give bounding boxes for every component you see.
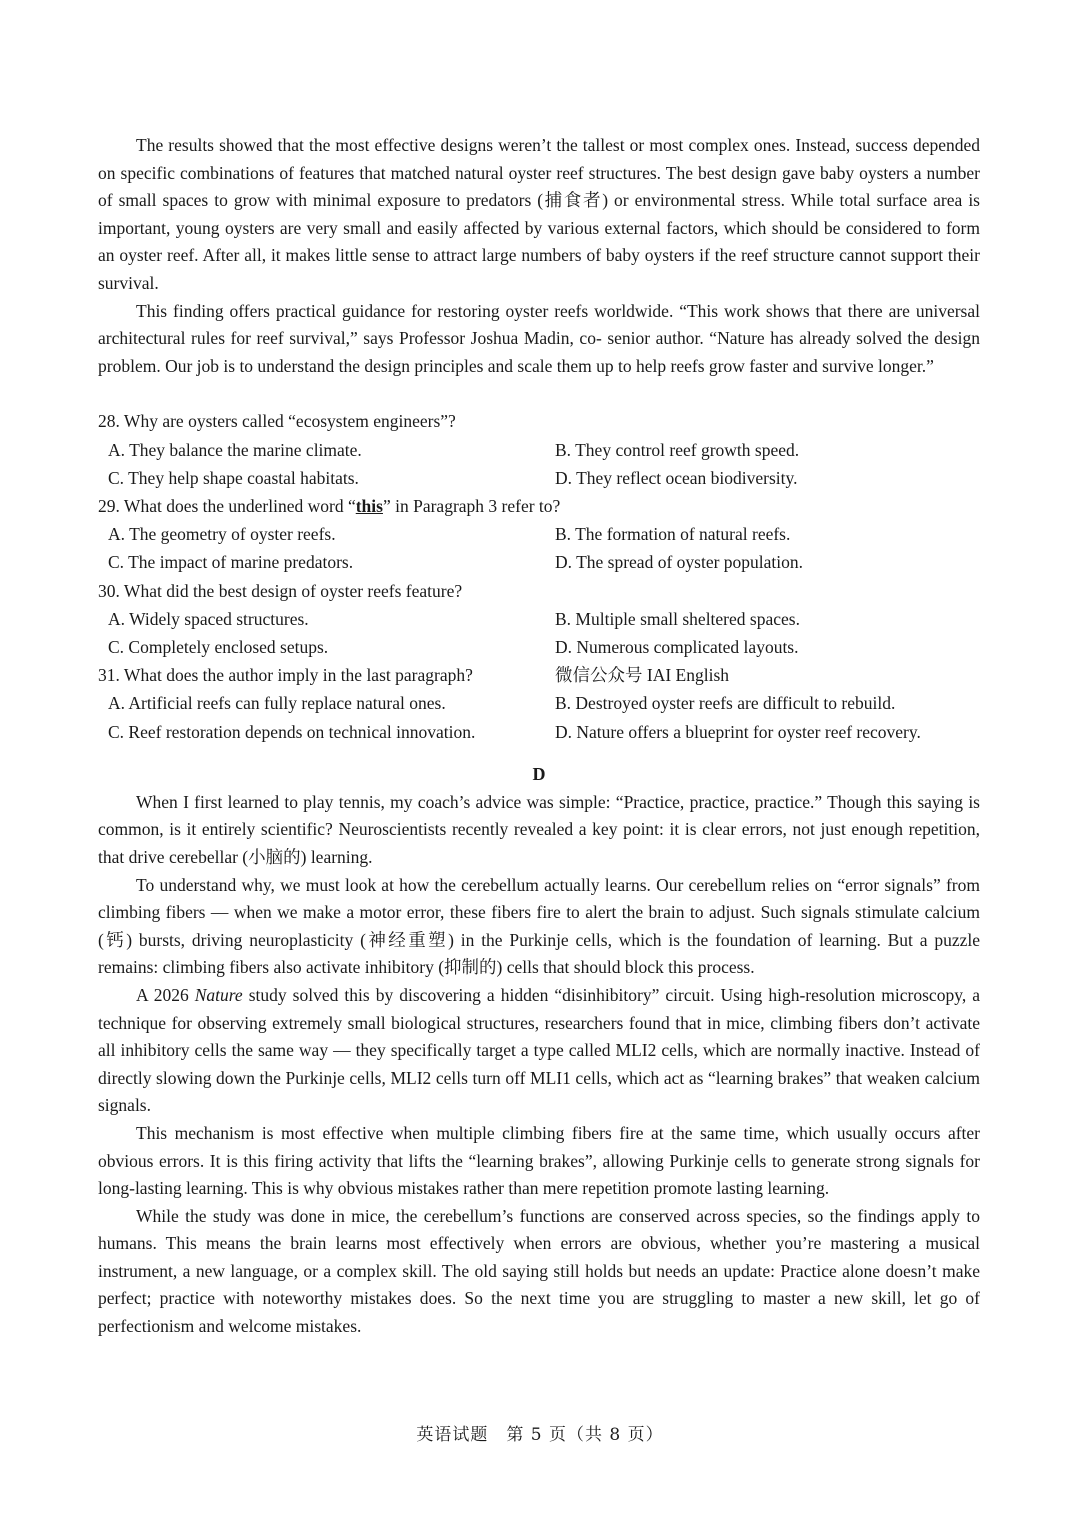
question-28 <box>98 407 980 492</box>
page-footer: 英语试题 第 5 页（共 8 页） <box>416 1425 664 1445</box>
option-a: A. The geometry of oyster reefs. <box>108 524 336 545</box>
option-a: A. Widely spaced structures. <box>108 608 309 629</box>
option-d: D. The spread of oyster population. <box>555 552 804 573</box>
passage-d-paragraph-3 <box>98 982 980 1120</box>
watermark-text: 微信公众号 IAI English <box>555 665 730 686</box>
option-b: B. Multiple small sheltered spaces. <box>555 608 800 629</box>
underlined-word: this <box>355 495 383 516</box>
question-stem <box>98 492 980 520</box>
journal-name: Nature <box>194 984 243 1005</box>
passage-d-paragraph-2: To understand why, we must look at how the cerebellum actually learns. Our cerebellum relies on “error signals” from climbing fibers — when we make a motor error, these fibers fire to alert the brain to adjust. Such signals stimulate calcium (钙) bursts, driving neuroplasticity (神经重塑) in the Purkinje cells, which is the foundation of learning. But a puzzle remains: climbing fibers also activate inhibitory (抑制的) cells that should block this process. <box>98 874 980 978</box>
option-c: C. Reef restoration depends on technical innovation. <box>108 721 476 742</box>
option-b: B. Destroyed oyster reefs are difficult to rebuild. <box>555 693 896 714</box>
option-a: A. Artificial reefs can fully replace natural ones. <box>108 693 446 714</box>
p3-before: A 2026 <box>136 984 195 1005</box>
passage-c-paragraph-4: The results showed that the most effective designs weren’t the tallest or most complex ones. Instead, success depended on specific combinations of features that matched natural oyster reef structures. The best design gave baby oysters a number of small spaces to grow with minimal exposure to predators (捕食者) or environmental stress. While total surface area is important, young oysters are very small and easily affected by various external factors, which should be considered to form an oyster reef. After all, it makes little sense to attract large numbers of baby oysters if the reef structure cannot support their survival. <box>98 135 980 293</box>
passage-d-paragraph-1: When I first learned to play tennis, my coach’s advice was simple: “Practice, practice, practice.” Though this saying is common, is it entirely scientific? Neuroscientists recently revealed a key point: it is clear errors, not just enough repetition, that drive cerebellar (小脑的) learning. <box>98 791 980 867</box>
passage-d-paragraph-4: This mechanism is most effective when multiple climbing fibers fire at the same time, which usually occurs after obvious errors. It is this firing activity that lifts the “learning brakes”, allowing Purkinje cells to generate strong signals for long-lasting learning. This is why obvious mistakes rather than mere repetition promote lasting learning. <box>98 1122 980 1199</box>
option-c: C. Completely enclosed setups. <box>108 636 329 657</box>
section-title: D <box>532 763 546 784</box>
passage-d-paragraph-5: While the study was done in mice, the cerebellum’s functions are conserved across species, so the findings apply to humans. This means the brain learns most effectively when errors are obvious, whether you’re mastering a musical instrument, a new language, or a complex skill. The old saying still holds but needs an update: Practice alone doesn’t make perfect; practice with noteworthy mistakes does. So the next time you are struggling to master a new skill, let go of perfectionism and welcome mistakes. <box>98 1205 980 1337</box>
question-31 <box>98 661 980 746</box>
option-d: D. Numerous complicated layouts. <box>555 636 799 657</box>
option-d: D. They reflect ocean biodiversity. <box>555 467 798 488</box>
option-b: B. The formation of natural reefs. <box>555 524 791 545</box>
stem-after: ” in Paragraph 3 refer to? <box>382 495 561 516</box>
question-stem: 31. What does the author imply in the last paragraph? <box>98 665 473 686</box>
question-30 <box>98 577 980 662</box>
page-content <box>98 132 980 1341</box>
option-c: C. The impact of marine predators. <box>108 552 354 573</box>
question-29 <box>98 492 980 577</box>
question-stem: 28. Why are oysters called “ecosystem engineers”? <box>98 411 456 432</box>
passage-c-paragraph-5: This finding offers practical guidance for restoring oyster reefs worldwide. “This work shows that there are universal architectural rules for reef survival,” says Professor Joshua Madin, co- senior author. “Nature has already solved the design problem. Our job is to understand the design principles and scale them up to help reefs grow faster and survive longer.” <box>98 300 980 376</box>
p3-after: study solved this by discovering a hidden “disinhibitory” circuit. Using high-resolution microscopy, a technique for observing extremely small biological structures, researchers found that in mice, climbing fibers don’t activate all inhibitory cells the same way — they specifically target a type called MLI2 cells, which are normally inactive. Instead of directly slowing down the Purkinje cells, MLI2 cells turn off MLI1 cells, which act as “learning brakes” that weaken calcium signals. <box>98 984 980 1116</box>
question-stem: 30. What did the best design of oyster reefs feature? <box>98 580 463 601</box>
option-b: B. They control reef growth speed. <box>555 439 800 460</box>
option-a: A. They balance the marine climate. <box>108 439 362 460</box>
stem-before: 29. What does the underlined word “ <box>98 495 356 516</box>
option-d: D. Nature offers a blueprint for oyster reef recovery. <box>555 721 921 742</box>
option-c: C. They help shape coastal habitats. <box>108 467 359 488</box>
